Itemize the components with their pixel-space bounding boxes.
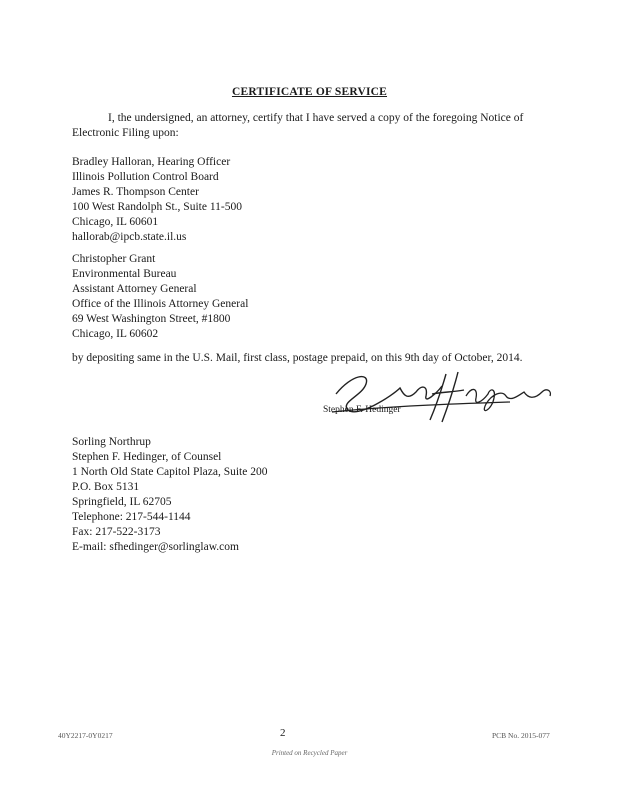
address-line: Bradley Halloran, Hearing Officer: [72, 156, 231, 168]
email-line: E-mail: sfhedinger@sorlinglaw.com: [72, 541, 239, 553]
fax-line: Fax: 217-522-3173: [72, 526, 161, 538]
recipient-hearing-officer: [72, 155, 242, 245]
address-line: P.O. Box 5131: [72, 481, 140, 493]
recipient-attorney-general: [72, 252, 248, 342]
address-line: Chicago, IL 60601: [72, 216, 159, 228]
intro-text: I, the undersigned, an attorney, certify that I have served a copy of the foregoing Notice of Electronic Filing upon:: [72, 112, 524, 139]
address-line: Office of the Illinois Attorney General: [72, 298, 249, 310]
address-line: Christopher Grant: [72, 253, 156, 265]
address-line: 100 West Randolph St., Suite 11-500: [72, 201, 242, 213]
service-statement: by depositing same in the U.S. Mail, first class, postage prepaid, on this 9th day of October, 2014.: [72, 352, 523, 364]
address-line: Springfield, IL 62705: [72, 496, 172, 508]
footer-document-id: 40Y2217-0Y0217: [58, 731, 113, 740]
intro-paragraph: [72, 111, 557, 141]
firm-name: Sorling Northrup: [72, 436, 151, 448]
address-line: Assistant Attorney General: [72, 283, 197, 295]
address-line: Illinois Pollution Control Board: [72, 171, 219, 183]
address-line: Chicago, IL 60602: [72, 328, 159, 340]
address-line: Environmental Bureau: [72, 268, 177, 280]
page-number: 2: [280, 727, 286, 739]
telephone-line: Telephone: 217-544-1144: [72, 511, 191, 523]
signatory-name: Stephen F. Hedinger: [323, 405, 401, 415]
attorney-name: Stephen F. Hedinger, of Counsel: [72, 451, 222, 463]
footer-case-number: PCB No. 2015-077: [492, 731, 550, 740]
address-line: 1 North Old State Capitol Plaza, Suite 200: [72, 466, 268, 478]
certificate-title: CERTIFICATE OF SERVICE: [231, 86, 388, 98]
email-line: hallorab@ipcb.state.il.us: [72, 231, 187, 243]
handwritten-signature: [330, 366, 560, 424]
address-line: 69 West Washington Street, #1800: [72, 313, 231, 325]
address-line: James R. Thompson Center: [72, 186, 199, 198]
sender-block: [72, 435, 267, 555]
recycled-paper-note: Printed on Recycled Paper: [271, 749, 348, 757]
